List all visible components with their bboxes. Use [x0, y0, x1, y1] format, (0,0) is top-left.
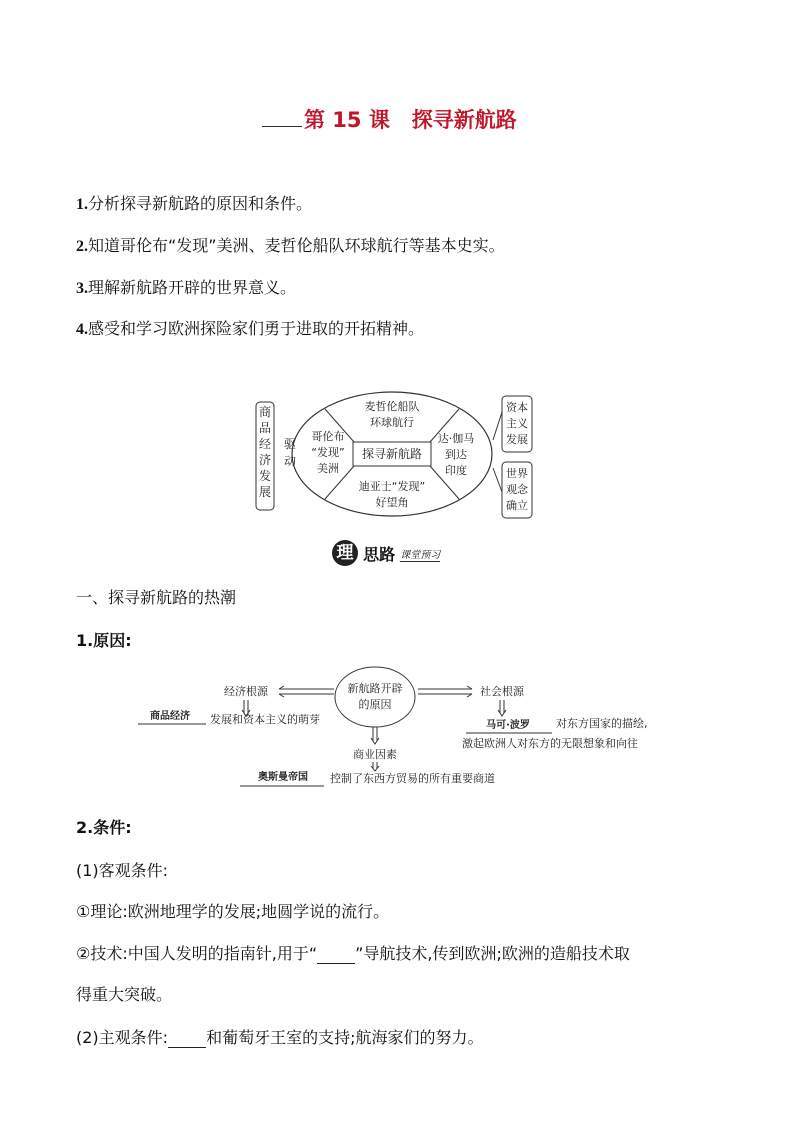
econ-root: 经济根源 [224, 685, 268, 698]
drive-1: 驱 [283, 437, 297, 451]
concept-left-1: 哥伦布 [311, 430, 345, 443]
banner-icon: 理 [332, 540, 358, 566]
cause-center-2: 的原因 [358, 698, 392, 711]
subjective-blank[interactable] [168, 1033, 206, 1048]
out-bottom-1: 世界 [506, 467, 528, 480]
econ-result: 发展和资本主义的萌芽 [210, 713, 320, 726]
social-text-1: 对东方国家的描绘, [556, 717, 648, 730]
econ-tag: 商品经济 [150, 711, 190, 722]
out-bottom-3: 确立 [506, 499, 528, 512]
banner-main: 思路 [363, 545, 396, 564]
biz-text: 控制了东西方贸易的所有重要商道 [330, 772, 495, 785]
section1-heading: 一、探寻新航路的热潮 [76, 588, 237, 607]
lesson-topic: 探寻新航路 [411, 108, 517, 132]
social-text-2: 激起欧洲人对东方的无限想象和向往 [462, 737, 638, 750]
subjective-line: (2)主观条件: 和葡萄牙王室的支持;航海家们的努力。 [76, 1028, 484, 1047]
concept-top-1: 麦哲伦船队 [364, 400, 420, 413]
tech-line: ②技术:中国人发明的指南针,用于“ ”导航技术,传到欧洲;欧洲的造船技术取 [76, 944, 630, 963]
objective-3: 3.理解新航路开辟的世界意义。 [76, 278, 297, 297]
social-tag: 马可·波罗 [486, 720, 530, 731]
biz-tag: 奥斯曼帝国 [258, 772, 308, 783]
banner-sub: 课堂预习 [400, 550, 441, 561]
section-banner [332, 540, 440, 566]
concept-bottom-2: 好望角 [375, 496, 409, 509]
concept-right-2: 到达 [445, 448, 467, 461]
biz-factor: 商业因素 [353, 748, 397, 761]
concept-top-2: 环球航行 [370, 416, 414, 429]
objective-conditions: (1)客观条件: [76, 861, 169, 880]
concept-bottom-1: 迪亚士“发现” [358, 480, 426, 493]
tech-blank[interactable] [317, 949, 355, 964]
objective-4: 4.感受和学习欧洲探险家们勇于进取的开拓精神。 [76, 319, 425, 338]
concept-right-3: 印度 [445, 464, 467, 477]
concept-left-3: 美洲 [317, 462, 339, 475]
concept-right-1: 达·伽马 [437, 432, 475, 445]
concept-center: 探寻新航路 [361, 447, 423, 461]
drive-2: 动 [283, 454, 297, 468]
concept-left-2: “发现” [311, 446, 345, 459]
cause-diagram [136, 665, 666, 793]
out-bottom-2: 观念 [506, 483, 528, 496]
lesson-number: 第 15 课 [304, 108, 390, 132]
title-blank [262, 108, 302, 127]
out-top-2: 主义 [506, 417, 528, 430]
page-title [262, 104, 517, 134]
social-root: 社会根源 [480, 685, 524, 698]
tech-line-2: 得重大突破。 [76, 985, 173, 1004]
cause-center-1: 新航路开辟 [347, 682, 403, 695]
theory-line: ①理论:欧洲地理学的发展;地圆学说的流行。 [76, 902, 390, 921]
out-top-1: 资本 [506, 401, 528, 414]
objective-1: 1.分析探寻新航路的原因和条件。 [76, 194, 313, 213]
section2-heading: 2.条件: [76, 818, 132, 837]
concept-map [250, 390, 542, 520]
out-top-3: 发展 [506, 433, 528, 446]
concept-left-box: 商品经济发展 [258, 405, 272, 499]
objective-2: 2.知道哥伦布“发现”美洲、麦哲伦船队环球航行等基本史实。 [76, 236, 505, 255]
section1-sub1: 1.原因: [76, 631, 132, 650]
